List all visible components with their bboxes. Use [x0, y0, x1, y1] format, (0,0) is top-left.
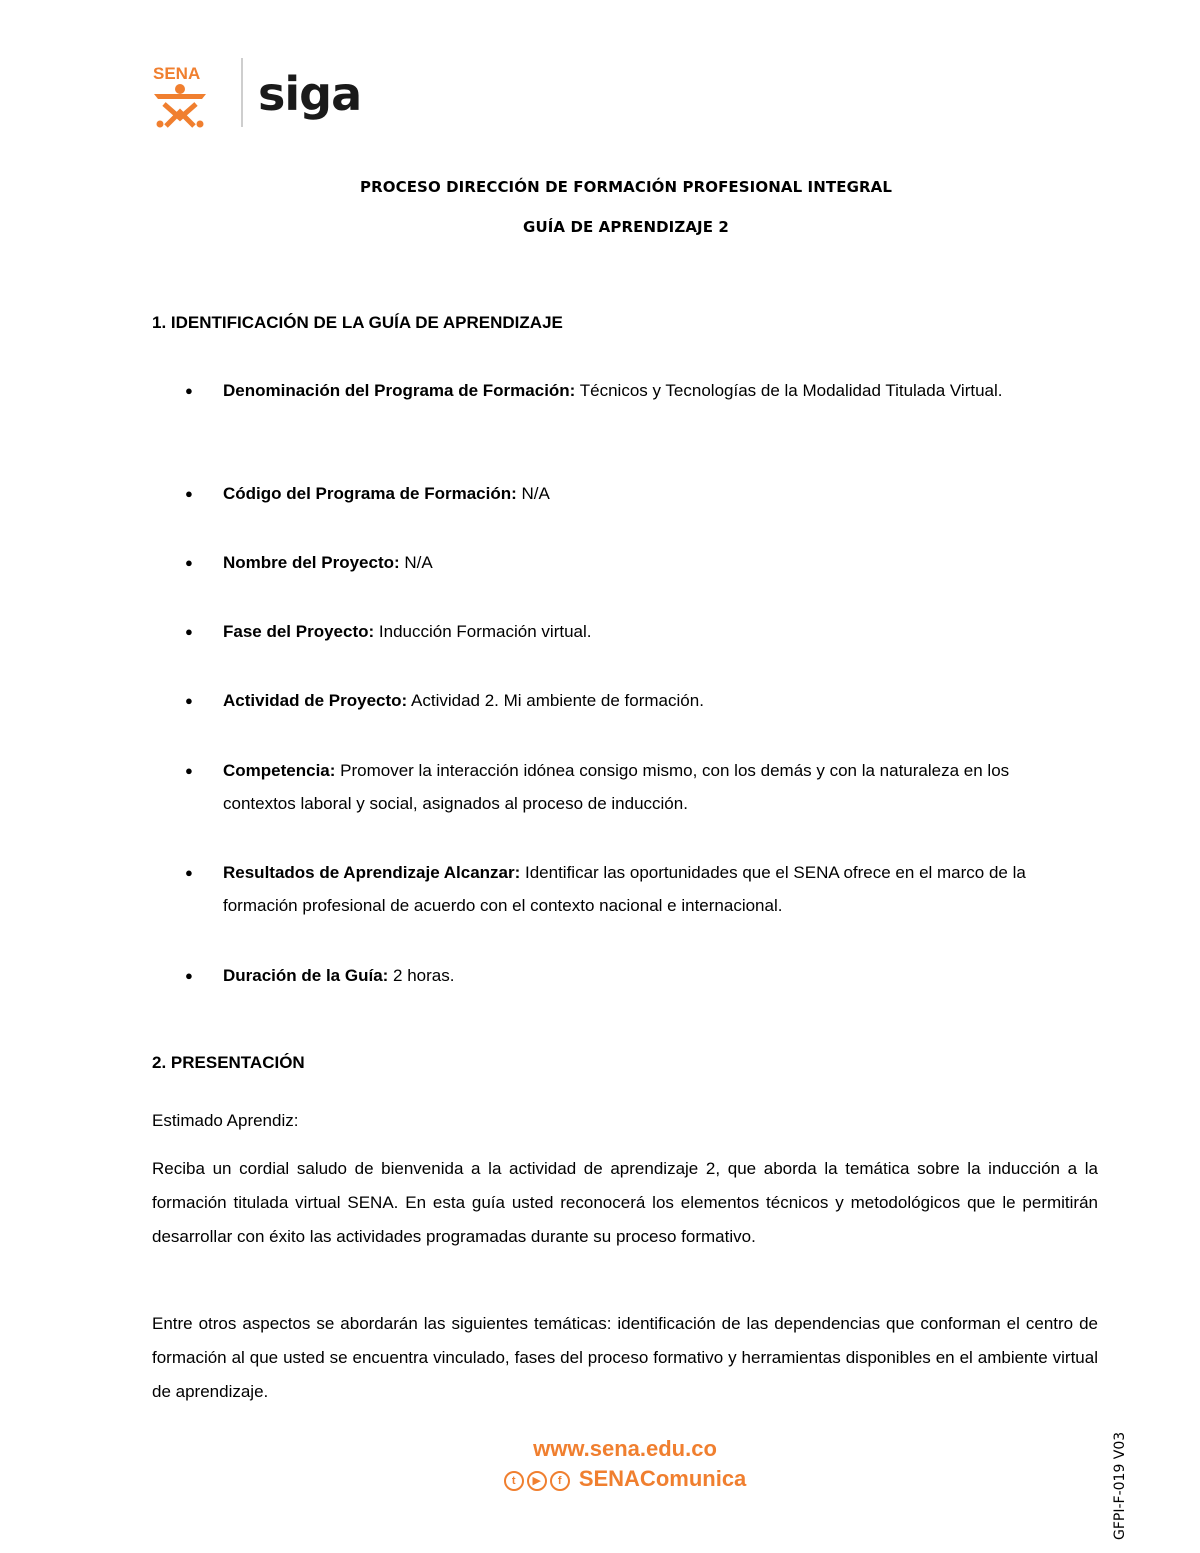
section-1-heading: 1. IDENTIFICACIÓN DE LA GUÍA DE APRENDIZAJE [152, 313, 563, 332]
item-value: 2 horas. [388, 966, 455, 985]
item-label: Denominación del Programa de Formación: [223, 381, 576, 400]
presentation-paragraph: Entre otros aspectos se abordarán las siguientes temáticas: identificación de las dependencias que conforman el centro de formación al que usted se encuentra vinculado, fases del proceso formativo y herramientas disponibles en el ambiente virtual de aprendizaje. [152, 1314, 1098, 1401]
item-value: Identificar las oportunidades que el SENA ofrece en el marco de la formación profesional de acuerdo con el contexto nacional e internacional. [223, 863, 1026, 915]
social-handle[interactable]: SENAComunica [578, 1466, 747, 1491]
list-item [152, 684, 1098, 717]
item-label: Nombre del Proyecto: [223, 553, 400, 572]
twitter-icon[interactable]: t [504, 1471, 524, 1491]
item-value: N/A [516, 484, 550, 503]
item-value: Inducción Formación virtual. [374, 622, 592, 641]
greeting: Estimado Aprendiz: [152, 1111, 299, 1130]
item-value: Técnicos y Tecnologías de la Modalidad Titulada Virtual. [575, 381, 1003, 400]
sena-logo-icon [150, 52, 380, 132]
list-item [152, 615, 1098, 648]
document-title: PROCESO DIRECCIÓN DE FORMACIÓN PROFESIONAL INTEGRAL [359, 178, 892, 196]
section-2-heading: 2. PRESENTACIÓN [152, 1053, 305, 1072]
list-item [152, 754, 1082, 820]
item-value: Actividad 2. Mi ambiente de formación. [407, 691, 704, 710]
bullet-icon: ● [185, 486, 193, 501]
bullet-icon: ● [185, 693, 193, 708]
item-label: Competencia: [223, 761, 336, 780]
list-item [152, 959, 1098, 992]
item-label: Código del Programa de Formación: [223, 484, 517, 503]
list-item [152, 546, 1098, 579]
facebook-icon[interactable]: f [550, 1471, 570, 1491]
list-item [152, 477, 1098, 510]
item-label: Fase del Proyecto: [223, 622, 375, 641]
bullet-icon: ● [185, 624, 193, 639]
item-label: Resultados de Aprendizaje Alcanzar: [223, 863, 521, 882]
bullet-icon: ● [185, 968, 193, 983]
footer-website[interactable]: www.sena.edu.co [533, 1436, 717, 1461]
bullet-icon: ● [185, 555, 193, 570]
document-subtitle: GUÍA DE APRENDIZAJE 2 [523, 218, 729, 236]
siga-wordmark: siga [258, 67, 362, 121]
sena-siga-logo [150, 52, 380, 132]
bullet-icon: ● [185, 763, 193, 778]
item-value: N/A [399, 553, 433, 572]
bullet-icon: ● [185, 865, 193, 880]
form-code: GFPI-F-019 V03 [1112, 1431, 1128, 1540]
item-value: Promover la interacción idónea consigo mismo, con los demás y con la naturaleza en los contextos laboral y social, asignados al proceso de inducción. [223, 761, 1010, 813]
sena-logo-text: SENA [153, 64, 201, 83]
youtube-icon[interactable]: ▶ [527, 1471, 547, 1491]
footer-social [0, 1466, 1200, 1492]
item-label: Duración de la Guía: [223, 966, 389, 985]
item-label: Actividad de Proyecto: [223, 691, 408, 710]
list-item [152, 856, 1052, 922]
list-item [152, 374, 1098, 407]
bullet-icon: ● [185, 383, 193, 398]
presentation-paragraph: Reciba un cordial saludo de bienvenida a la actividad de aprendizaje 2, que aborda la temática sobre la inducción a la formación titulada virtual SENA. En esta guía usted reconocerá los elementos técnicos y metodológicos que le permitirán desarrollar con éxito las actividades programadas durante su proceso formativo. [152, 1159, 1098, 1246]
